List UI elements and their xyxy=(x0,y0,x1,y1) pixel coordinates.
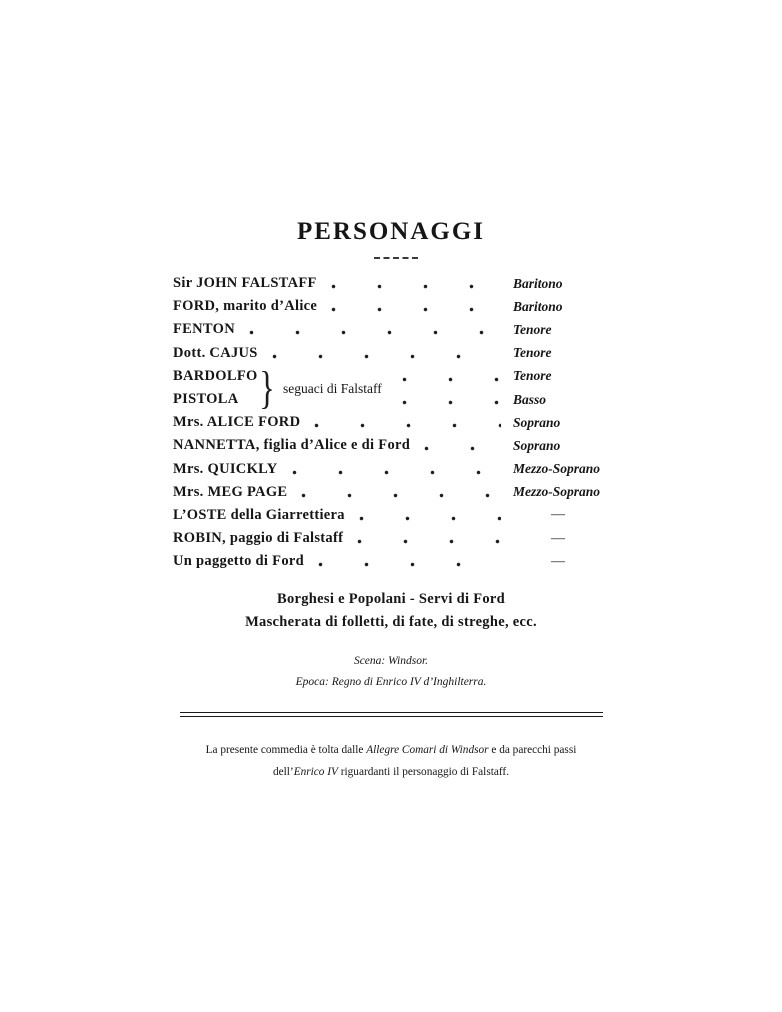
cast-row xyxy=(388,388,613,411)
ensemble-block xyxy=(0,588,782,634)
cast-row xyxy=(173,481,613,504)
dot-leader xyxy=(292,470,501,475)
double-rule xyxy=(180,712,603,717)
character-name: FORD, marito d’Alice xyxy=(173,298,318,315)
dot-leader xyxy=(249,330,501,335)
character-name: L’OSTE della Giarrettiera xyxy=(173,506,345,523)
group-voices xyxy=(388,365,613,411)
cast-row xyxy=(173,272,613,295)
footnote-line xyxy=(161,739,621,761)
footnote-text: La presente commedia è tolta dalle xyxy=(205,744,367,756)
dot-leader xyxy=(331,307,501,312)
dot-leader xyxy=(331,284,501,289)
footnote-line xyxy=(161,761,621,783)
page-title: PERSONAGGI xyxy=(296,218,486,245)
footnote xyxy=(161,739,621,783)
voice-type: Tenore xyxy=(513,345,552,361)
character-name: Un paggetto di Ford xyxy=(173,553,304,570)
cast-row xyxy=(173,434,613,457)
dot-leader xyxy=(301,493,501,498)
cast-row xyxy=(173,527,613,550)
ensemble-line: Mascherata di folletti, di fate, di streghe, ecc. xyxy=(245,614,537,630)
footnote-text: e da parecchi passi xyxy=(488,744,577,756)
voice-type: — xyxy=(551,553,565,569)
setting-block xyxy=(0,651,782,693)
voice-type: Mezzo-Soprano xyxy=(513,461,601,477)
voice-type: Baritono xyxy=(513,298,563,314)
cast-row xyxy=(173,411,613,434)
voice-type: Basso xyxy=(513,391,547,407)
dot-leader xyxy=(318,562,501,567)
character-name: NANNETTA, figlia d’Alice e di Ford xyxy=(173,437,411,454)
character-name: Mrs. MEG PAGE xyxy=(173,483,288,500)
cast-row xyxy=(388,365,613,388)
character-name: PISTOLA xyxy=(173,391,239,408)
scene-line: Scena: Windsor. xyxy=(353,655,429,667)
character-name: Dott. CAJUS xyxy=(173,344,258,361)
voice-type: Mezzo-Soprano xyxy=(513,484,601,500)
character-name: Sir JOHN FALSTAFF xyxy=(173,275,317,292)
dot-leader xyxy=(357,539,501,544)
cast-row xyxy=(173,295,613,318)
cast-group-seguaci xyxy=(173,362,613,414)
dot-leader xyxy=(402,400,501,405)
character-name: Mrs. ALICE FORD xyxy=(173,414,301,431)
voice-type: Baritono xyxy=(513,275,563,291)
character-name: BARDOLFO xyxy=(173,367,258,384)
dot-leader xyxy=(424,446,501,451)
voice-type: Soprano xyxy=(513,437,561,453)
footnote-text: dell’ xyxy=(272,766,294,778)
epoch-line: Epoca: Regno di Enrico IV d’Inghilterra. xyxy=(295,676,487,688)
voice-type: Tenore xyxy=(513,321,552,337)
group-names xyxy=(173,365,259,411)
title-divider xyxy=(374,257,418,259)
cast-row xyxy=(173,342,613,365)
footnote-italic: Allegre Comari di Windsor xyxy=(366,744,489,756)
character-name: ROBIN, paggio di Falstaff xyxy=(173,530,344,547)
dot-leader xyxy=(402,377,501,382)
dot-leader xyxy=(314,423,501,428)
voice-type: Tenore xyxy=(513,368,552,384)
cast-row xyxy=(173,504,613,527)
character-name: Mrs. QUICKLY xyxy=(173,460,278,477)
group-brace-icon: } xyxy=(259,362,275,414)
cast-row xyxy=(173,458,613,481)
voice-type: — xyxy=(551,530,565,546)
cast-row xyxy=(173,550,613,573)
dot-leader xyxy=(359,516,501,521)
cast-row xyxy=(173,318,613,341)
voice-type: — xyxy=(551,507,565,523)
character-name: FENTON xyxy=(173,321,235,338)
ensemble-line: Borghesi e Popolani - Servi di Ford xyxy=(277,591,505,607)
footnote-text: riguardanti il personaggio di Falstaff. xyxy=(337,766,510,778)
group-label: seguaci di Falstaff xyxy=(283,380,382,396)
voice-type: Soprano xyxy=(513,414,561,430)
dot-leader xyxy=(272,354,501,359)
cast-list xyxy=(173,272,613,573)
footnote-italic: Enrico IV xyxy=(293,766,338,778)
